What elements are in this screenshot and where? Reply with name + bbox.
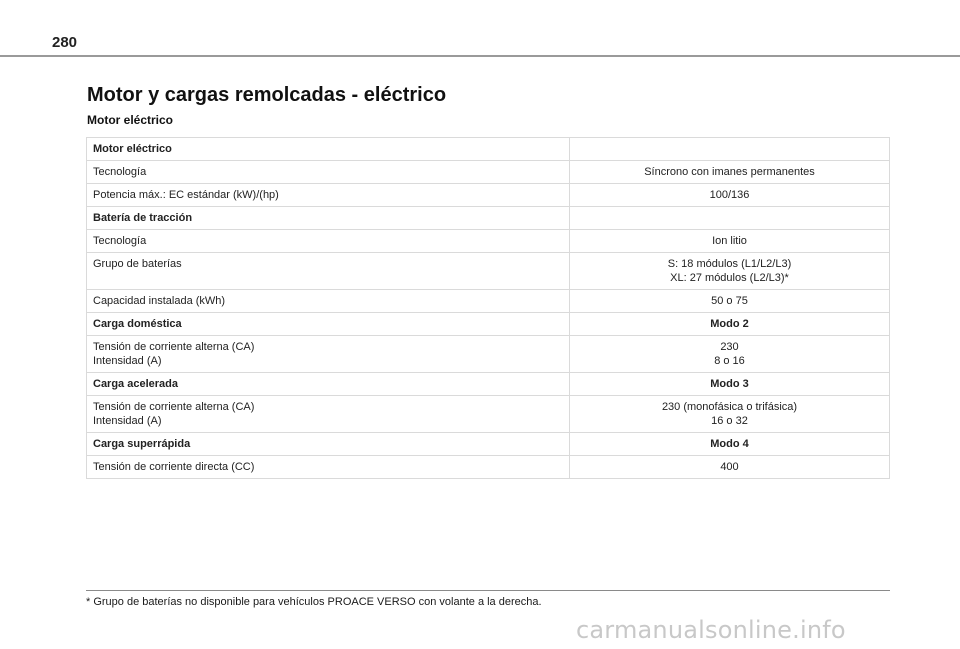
row-value-cell bbox=[570, 313, 890, 336]
row-label-cell bbox=[87, 184, 570, 207]
row-value: 8 o 16 bbox=[714, 355, 745, 367]
row-value: 230 (monofásica o trifásica) bbox=[661, 401, 798, 413]
row-label-cell bbox=[87, 290, 570, 313]
row-value-cell bbox=[570, 161, 890, 184]
row-value bbox=[576, 211, 883, 225]
row-label: Tecnología bbox=[93, 235, 147, 247]
row-value-cell bbox=[570, 138, 890, 161]
row-label: Potencia máx.: EC estándar (kW)/(hp) bbox=[93, 189, 279, 201]
table-row bbox=[87, 290, 890, 313]
row-label: Tensión de corriente alterna (CA) bbox=[93, 401, 255, 413]
table-section-header-row bbox=[87, 313, 890, 336]
row-value-cell bbox=[570, 290, 890, 313]
table-row bbox=[87, 253, 890, 290]
row-value-cell bbox=[570, 253, 890, 290]
row-label: Batería de tracción bbox=[93, 212, 193, 224]
row-label: Intensidad (A) bbox=[93, 355, 162, 367]
row-label-cell bbox=[87, 456, 570, 479]
row-value-cell bbox=[570, 184, 890, 207]
row-label-cell bbox=[87, 313, 570, 336]
table-row bbox=[87, 161, 890, 184]
table-row bbox=[87, 184, 890, 207]
row-value: 16 o 32 bbox=[711, 415, 748, 427]
row-value-cell bbox=[570, 396, 890, 433]
row-label: Tensión de corriente directa (CC) bbox=[93, 461, 255, 473]
table-row bbox=[87, 230, 890, 253]
spec-table bbox=[86, 137, 890, 479]
row-value: Ion litio bbox=[712, 235, 747, 247]
page-title: Motor y cargas remolcadas - eléctrico bbox=[87, 84, 447, 106]
row-label-cell bbox=[87, 433, 570, 456]
row-label: Intensidad (A) bbox=[93, 415, 162, 427]
page-number: 280 bbox=[52, 34, 78, 51]
row-label: Tecnología bbox=[93, 166, 147, 178]
row-label: Carga superrápida bbox=[93, 438, 191, 450]
footnote: * Grupo de baterías no disponible para vehículos PROACE VERSO con volante a la derecha. bbox=[86, 596, 542, 608]
row-value: 50 o 75 bbox=[711, 295, 748, 307]
row-label-cell bbox=[87, 336, 570, 373]
header-rule bbox=[0, 55, 960, 57]
row-value-cell bbox=[570, 336, 890, 373]
spec-table-body bbox=[87, 138, 890, 479]
row-value-cell bbox=[570, 456, 890, 479]
row-label: Carga acelerada bbox=[93, 378, 178, 390]
row-label-cell bbox=[87, 161, 570, 184]
row-value: Modo 4 bbox=[710, 438, 749, 450]
row-value-cell bbox=[570, 207, 890, 230]
row-value: 230 bbox=[720, 341, 739, 353]
footer-rule bbox=[86, 590, 890, 591]
table-row bbox=[87, 396, 890, 433]
row-value: 100/136 bbox=[709, 189, 750, 201]
table-row bbox=[87, 336, 890, 373]
row-value bbox=[576, 142, 883, 156]
table-section-header-row bbox=[87, 207, 890, 230]
section-subtitle: Motor eléctrico bbox=[87, 113, 174, 127]
row-value-cell bbox=[570, 433, 890, 456]
row-label-cell bbox=[87, 373, 570, 396]
row-label: Grupo de baterías bbox=[93, 258, 182, 270]
table-row bbox=[87, 456, 890, 479]
row-value-cell bbox=[570, 230, 890, 253]
row-value: 400 bbox=[720, 461, 739, 473]
row-value: Síncrono con imanes permanentes bbox=[644, 166, 815, 178]
row-label: Capacidad instalada (kWh) bbox=[93, 295, 226, 307]
watermark-logo[interactable]: carmanualsonline.info bbox=[576, 616, 846, 644]
table-section-header-row bbox=[87, 433, 890, 456]
row-label: Carga doméstica bbox=[93, 318, 182, 330]
row-label-cell bbox=[87, 253, 570, 290]
row-value: S: 18 módulos (L1/L2/L3) bbox=[667, 258, 792, 270]
row-value: Modo 2 bbox=[710, 318, 749, 330]
row-label-cell bbox=[87, 396, 570, 433]
row-value-cell bbox=[570, 373, 890, 396]
row-label-cell bbox=[87, 138, 570, 161]
row-label: Tensión de corriente alterna (CA) bbox=[93, 341, 255, 353]
row-value: XL: 27 módulos (L2/L3)* bbox=[670, 272, 789, 284]
table-section-header-row bbox=[87, 138, 890, 161]
row-label-cell bbox=[87, 230, 570, 253]
row-label: Motor eléctrico bbox=[93, 143, 172, 155]
row-label-cell bbox=[87, 207, 570, 230]
table-section-header-row bbox=[87, 373, 890, 396]
row-value: Modo 3 bbox=[710, 378, 749, 390]
